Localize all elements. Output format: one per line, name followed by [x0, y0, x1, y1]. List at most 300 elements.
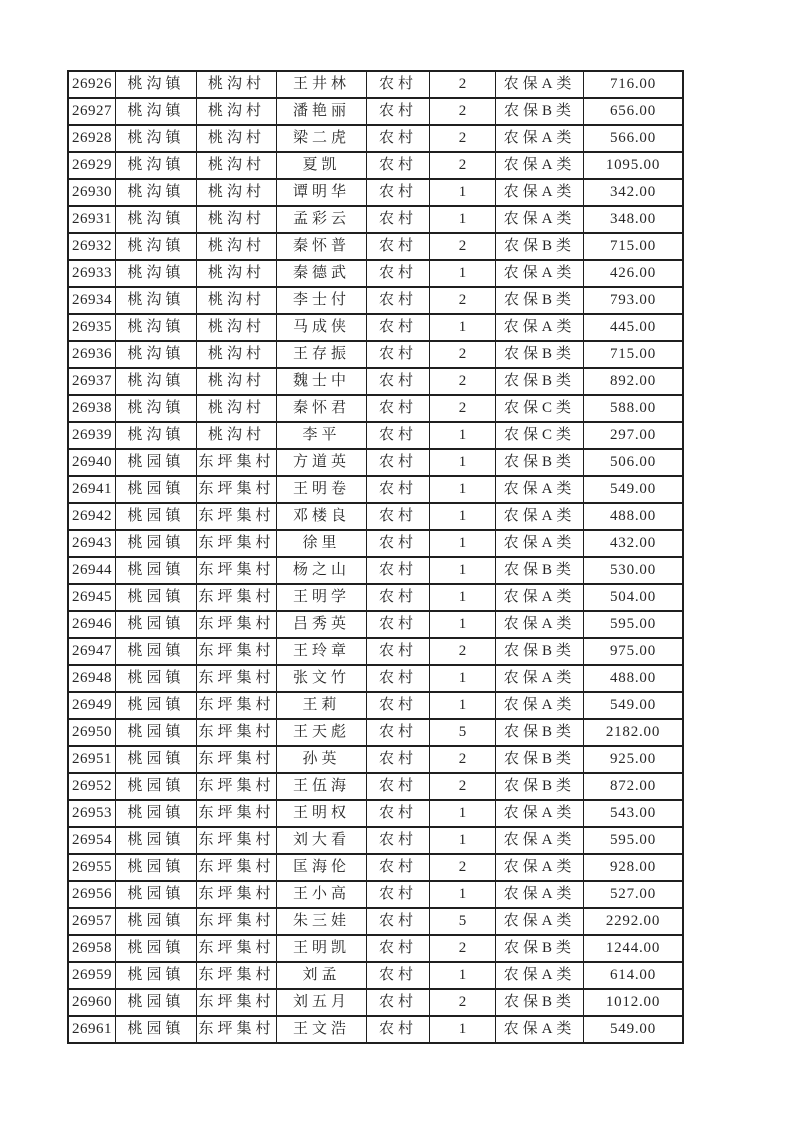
- cell-id: 26928: [69, 126, 116, 153]
- cell-category: 农保C类: [496, 396, 584, 423]
- cell-category: 农保C类: [496, 423, 584, 450]
- cell-residence: 农村: [367, 450, 430, 477]
- cell-amount: 715.00: [584, 342, 684, 369]
- cell-residence: 农村: [367, 531, 430, 558]
- cell-name: 王明学: [277, 585, 367, 612]
- cell-village: 东坪集村: [197, 558, 277, 585]
- cell-name: 魏士中: [277, 369, 367, 396]
- cell-name: 王井林: [277, 72, 367, 99]
- cell-residence: 农村: [367, 180, 430, 207]
- cell-name: 徐里: [277, 531, 367, 558]
- cell-category: 农保B类: [496, 288, 584, 315]
- cell-name: 张文竹: [277, 666, 367, 693]
- cell-name: 梁二虎: [277, 126, 367, 153]
- table-row: [69, 126, 684, 153]
- cell-id: 26948: [69, 666, 116, 693]
- cell-residence: 农村: [367, 234, 430, 261]
- cell-count: 2: [430, 72, 496, 99]
- cell-id: 26961: [69, 1017, 116, 1044]
- cell-category: 农保A类: [496, 612, 584, 639]
- cell-village: 桃沟村: [197, 288, 277, 315]
- cell-count: 2: [430, 936, 496, 963]
- cell-amount: 342.00: [584, 180, 684, 207]
- cell-category: 农保B类: [496, 234, 584, 261]
- cell-residence: 农村: [367, 774, 430, 801]
- cell-count: 1: [430, 315, 496, 342]
- cell-name: 朱三娃: [277, 909, 367, 936]
- cell-name: 匡海伦: [277, 855, 367, 882]
- cell-village: 东坪集村: [197, 477, 277, 504]
- cell-id: 26953: [69, 801, 116, 828]
- cell-village: 桃沟村: [197, 99, 277, 126]
- cell-category: 农保B类: [496, 99, 584, 126]
- cell-village: 桃沟村: [197, 342, 277, 369]
- cell-count: 2: [430, 990, 496, 1017]
- cell-name: 秦怀君: [277, 396, 367, 423]
- cell-town: 桃园镇: [116, 585, 197, 612]
- cell-residence: 农村: [367, 855, 430, 882]
- cell-id: 26950: [69, 720, 116, 747]
- cell-name: 杨之山: [277, 558, 367, 585]
- cell-town: 桃园镇: [116, 504, 197, 531]
- cell-name: 刘孟: [277, 963, 367, 990]
- cell-town: 桃园镇: [116, 450, 197, 477]
- table-row: [69, 531, 684, 558]
- cell-count: 1: [430, 612, 496, 639]
- cell-town: 桃园镇: [116, 936, 197, 963]
- cell-category: 农保A类: [496, 693, 584, 720]
- cell-name: 王明卷: [277, 477, 367, 504]
- cell-id: 26954: [69, 828, 116, 855]
- cell-count: 1: [430, 207, 496, 234]
- cell-id: 26955: [69, 855, 116, 882]
- cell-town: 桃沟镇: [116, 342, 197, 369]
- cell-amount: 426.00: [584, 261, 684, 288]
- table-row: [69, 774, 684, 801]
- cell-residence: 农村: [367, 963, 430, 990]
- cell-count: 1: [430, 423, 496, 450]
- cell-town: 桃沟镇: [116, 153, 197, 180]
- table-row: [69, 801, 684, 828]
- table-row: [69, 909, 684, 936]
- cell-count: 1: [430, 531, 496, 558]
- cell-name: 孙英: [277, 747, 367, 774]
- cell-id: 26937: [69, 369, 116, 396]
- table-row: [69, 666, 684, 693]
- cell-count: 1: [430, 963, 496, 990]
- cell-amount: 297.00: [584, 423, 684, 450]
- cell-category: 农保A类: [496, 963, 584, 990]
- cell-village: 东坪集村: [197, 828, 277, 855]
- cell-name: 李士付: [277, 288, 367, 315]
- cell-town: 桃沟镇: [116, 234, 197, 261]
- cell-id: 26936: [69, 342, 116, 369]
- cell-town: 桃沟镇: [116, 369, 197, 396]
- cell-village: 桃沟村: [197, 153, 277, 180]
- cell-name: 王存振: [277, 342, 367, 369]
- cell-residence: 农村: [367, 693, 430, 720]
- cell-village: 桃沟村: [197, 315, 277, 342]
- table-row: [69, 450, 684, 477]
- cell-town: 桃园镇: [116, 1017, 197, 1044]
- table-row: [69, 612, 684, 639]
- cell-amount: 2292.00: [584, 909, 684, 936]
- cell-amount: 872.00: [584, 774, 684, 801]
- cell-id: 26942: [69, 504, 116, 531]
- cell-category: 农保B类: [496, 369, 584, 396]
- table-row: [69, 234, 684, 261]
- cell-amount: 530.00: [584, 558, 684, 585]
- cell-residence: 农村: [367, 423, 430, 450]
- cell-name: 刘五月: [277, 990, 367, 1017]
- cell-category: 农保A类: [496, 666, 584, 693]
- cell-category: 农保A类: [496, 207, 584, 234]
- cell-id: 26926: [69, 72, 116, 99]
- cell-town: 桃园镇: [116, 477, 197, 504]
- cell-category: 农保A类: [496, 828, 584, 855]
- cell-category: 农保A类: [496, 315, 584, 342]
- cell-count: 2: [430, 342, 496, 369]
- cell-category: 农保A类: [496, 180, 584, 207]
- cell-town: 桃园镇: [116, 963, 197, 990]
- cell-name: 马成侠: [277, 315, 367, 342]
- cell-category: 农保A类: [496, 801, 584, 828]
- cell-category: 农保A类: [496, 909, 584, 936]
- cell-name: 王玲章: [277, 639, 367, 666]
- cell-id: 26944: [69, 558, 116, 585]
- cell-residence: 农村: [367, 882, 430, 909]
- cell-id: 26945: [69, 585, 116, 612]
- cell-residence: 农村: [367, 504, 430, 531]
- table-row: [69, 207, 684, 234]
- cell-town: 桃园镇: [116, 747, 197, 774]
- cell-id: 26934: [69, 288, 116, 315]
- cell-count: 1: [430, 261, 496, 288]
- cell-amount: 656.00: [584, 99, 684, 126]
- table-row: [69, 315, 684, 342]
- cell-count: 1: [430, 180, 496, 207]
- table-row: [69, 342, 684, 369]
- table-row: [69, 153, 684, 180]
- cell-residence: 农村: [367, 369, 430, 396]
- cell-village: 东坪集村: [197, 882, 277, 909]
- cell-village: 东坪集村: [197, 720, 277, 747]
- table-row: [69, 936, 684, 963]
- cell-amount: 549.00: [584, 477, 684, 504]
- cell-category: 农保B类: [496, 558, 584, 585]
- cell-village: 东坪集村: [197, 936, 277, 963]
- cell-residence: 农村: [367, 828, 430, 855]
- cell-count: 1: [430, 558, 496, 585]
- cell-village: 东坪集村: [197, 774, 277, 801]
- cell-category: 农保A类: [496, 477, 584, 504]
- cell-id: 26938: [69, 396, 116, 423]
- cell-village: 桃沟村: [197, 72, 277, 99]
- cell-amount: 925.00: [584, 747, 684, 774]
- cell-residence: 农村: [367, 153, 430, 180]
- cell-amount: 595.00: [584, 612, 684, 639]
- table-row: [69, 99, 684, 126]
- cell-residence: 农村: [367, 99, 430, 126]
- cell-village: 桃沟村: [197, 423, 277, 450]
- cell-id: 26930: [69, 180, 116, 207]
- cell-amount: 348.00: [584, 207, 684, 234]
- cell-name: 王文浩: [277, 1017, 367, 1044]
- cell-amount: 716.00: [584, 72, 684, 99]
- cell-name: 邓楼良: [277, 504, 367, 531]
- table-row: [69, 585, 684, 612]
- cell-id: 26943: [69, 531, 116, 558]
- cell-residence: 农村: [367, 477, 430, 504]
- cell-category: 农保B类: [496, 720, 584, 747]
- cell-village: 桃沟村: [197, 180, 277, 207]
- cell-village: 东坪集村: [197, 693, 277, 720]
- cell-id: 26939: [69, 423, 116, 450]
- cell-id: 26931: [69, 207, 116, 234]
- cell-count: 1: [430, 585, 496, 612]
- cell-town: 桃沟镇: [116, 126, 197, 153]
- cell-residence: 农村: [367, 315, 430, 342]
- cell-count: 2: [430, 855, 496, 882]
- cell-amount: 793.00: [584, 288, 684, 315]
- cell-id: 26932: [69, 234, 116, 261]
- cell-residence: 农村: [367, 720, 430, 747]
- cell-amount: 975.00: [584, 639, 684, 666]
- table-row: [69, 1017, 684, 1044]
- cell-amount: 892.00: [584, 369, 684, 396]
- cell-town: 桃园镇: [116, 720, 197, 747]
- cell-name: 方道英: [277, 450, 367, 477]
- cell-count: 2: [430, 639, 496, 666]
- cell-count: 1: [430, 882, 496, 909]
- table-row: [69, 990, 684, 1017]
- cell-village: 东坪集村: [197, 990, 277, 1017]
- cell-town: 桃园镇: [116, 558, 197, 585]
- cell-amount: 1244.00: [584, 936, 684, 963]
- cell-village: 东坪集村: [197, 612, 277, 639]
- cell-count: 1: [430, 666, 496, 693]
- cell-count: 1: [430, 828, 496, 855]
- cell-amount: 549.00: [584, 693, 684, 720]
- cell-village: 东坪集村: [197, 909, 277, 936]
- cell-id: 26958: [69, 936, 116, 963]
- cell-town: 桃园镇: [116, 639, 197, 666]
- cell-category: 农保A类: [496, 855, 584, 882]
- cell-name: 吕秀英: [277, 612, 367, 639]
- cell-category: 农保B类: [496, 450, 584, 477]
- cell-town: 桃园镇: [116, 774, 197, 801]
- cell-amount: 445.00: [584, 315, 684, 342]
- table-row: [69, 288, 684, 315]
- cell-category: 农保B类: [496, 774, 584, 801]
- cell-village: 东坪集村: [197, 531, 277, 558]
- cell-residence: 农村: [367, 666, 430, 693]
- cell-id: 26940: [69, 450, 116, 477]
- table-row: [69, 396, 684, 423]
- cell-town: 桃沟镇: [116, 315, 197, 342]
- cell-village: 东坪集村: [197, 1017, 277, 1044]
- cell-id: 26927: [69, 99, 116, 126]
- cell-amount: 527.00: [584, 882, 684, 909]
- cell-category: 农保A类: [496, 882, 584, 909]
- cell-count: 2: [430, 126, 496, 153]
- cell-village: 桃沟村: [197, 126, 277, 153]
- cell-town: 桃沟镇: [116, 423, 197, 450]
- cell-village: 东坪集村: [197, 585, 277, 612]
- cell-id: 26956: [69, 882, 116, 909]
- cell-category: 农保A类: [496, 261, 584, 288]
- cell-village: 桃沟村: [197, 234, 277, 261]
- cell-town: 桃园镇: [116, 693, 197, 720]
- cell-village: 桃沟村: [197, 261, 277, 288]
- cell-id: 26952: [69, 774, 116, 801]
- cell-residence: 农村: [367, 72, 430, 99]
- cell-id: 26933: [69, 261, 116, 288]
- cell-category: 农保A类: [496, 72, 584, 99]
- cell-id: 26949: [69, 693, 116, 720]
- cell-count: 2: [430, 747, 496, 774]
- cell-residence: 农村: [367, 612, 430, 639]
- cell-name: 谭明华: [277, 180, 367, 207]
- cell-amount: 506.00: [584, 450, 684, 477]
- cell-category: 农保A类: [496, 531, 584, 558]
- cell-residence: 农村: [367, 747, 430, 774]
- cell-town: 桃园镇: [116, 666, 197, 693]
- cell-id: 26929: [69, 153, 116, 180]
- cell-category: 农保B类: [496, 639, 584, 666]
- cell-amount: 488.00: [584, 504, 684, 531]
- cell-count: 2: [430, 288, 496, 315]
- table-row: [69, 504, 684, 531]
- cell-amount: 928.00: [584, 855, 684, 882]
- cell-id: 26957: [69, 909, 116, 936]
- cell-name: 李平: [277, 423, 367, 450]
- cell-village: 桃沟村: [197, 207, 277, 234]
- table-row: [69, 747, 684, 774]
- cell-town: 桃沟镇: [116, 288, 197, 315]
- cell-id: 26960: [69, 990, 116, 1017]
- cell-residence: 农村: [367, 1017, 430, 1044]
- table-row: [69, 693, 684, 720]
- cell-village: 东坪集村: [197, 639, 277, 666]
- cell-town: 桃园镇: [116, 531, 197, 558]
- cell-residence: 农村: [367, 936, 430, 963]
- cell-amount: 588.00: [584, 396, 684, 423]
- table-row: [69, 558, 684, 585]
- cell-residence: 农村: [367, 990, 430, 1017]
- cell-category: 农保B类: [496, 747, 584, 774]
- cell-town: 桃园镇: [116, 801, 197, 828]
- table-row: [69, 639, 684, 666]
- cell-count: 2: [430, 99, 496, 126]
- cell-name: 王明凯: [277, 936, 367, 963]
- cell-residence: 农村: [367, 261, 430, 288]
- table-row: [69, 963, 684, 990]
- cell-town: 桃园镇: [116, 909, 197, 936]
- cell-amount: 715.00: [584, 234, 684, 261]
- cell-village: 桃沟村: [197, 369, 277, 396]
- cell-name: 秦德武: [277, 261, 367, 288]
- cell-town: 桃园镇: [116, 990, 197, 1017]
- cell-residence: 农村: [367, 585, 430, 612]
- cell-category: 农保B类: [496, 990, 584, 1017]
- cell-amount: 543.00: [584, 801, 684, 828]
- cell-category: 农保B类: [496, 936, 584, 963]
- table-row: [69, 855, 684, 882]
- cell-name: 王天彪: [277, 720, 367, 747]
- cell-amount: 549.00: [584, 1017, 684, 1044]
- cell-village: 东坪集村: [197, 801, 277, 828]
- cell-name: 潘艳丽: [277, 99, 367, 126]
- table-row: [69, 180, 684, 207]
- cell-amount: 488.00: [584, 666, 684, 693]
- cell-amount: 432.00: [584, 531, 684, 558]
- cell-town: 桃沟镇: [116, 99, 197, 126]
- cell-town: 桃沟镇: [116, 261, 197, 288]
- cell-residence: 农村: [367, 207, 430, 234]
- cell-residence: 农村: [367, 396, 430, 423]
- cell-count: 1: [430, 801, 496, 828]
- cell-name: 王小高: [277, 882, 367, 909]
- cell-amount: 595.00: [584, 828, 684, 855]
- table-row: [69, 423, 684, 450]
- cell-count: 2: [430, 396, 496, 423]
- cell-category: 农保A类: [496, 1017, 584, 1044]
- cell-count: 1: [430, 450, 496, 477]
- cell-name: 夏凯: [277, 153, 367, 180]
- cell-count: 1: [430, 504, 496, 531]
- cell-residence: 农村: [367, 801, 430, 828]
- cell-amount: 2182.00: [584, 720, 684, 747]
- cell-count: 2: [430, 234, 496, 261]
- cell-amount: 566.00: [584, 126, 684, 153]
- cell-id: 26951: [69, 747, 116, 774]
- cell-residence: 农村: [367, 639, 430, 666]
- cell-village: 东坪集村: [197, 855, 277, 882]
- cell-town: 桃沟镇: [116, 207, 197, 234]
- cell-town: 桃沟镇: [116, 396, 197, 423]
- cell-residence: 农村: [367, 909, 430, 936]
- cell-id: 26959: [69, 963, 116, 990]
- cell-count: 5: [430, 720, 496, 747]
- table-row: [69, 882, 684, 909]
- cell-category: 农保A类: [496, 585, 584, 612]
- cell-name: 王明权: [277, 801, 367, 828]
- cell-id: 26941: [69, 477, 116, 504]
- cell-name: 王莉: [277, 693, 367, 720]
- cell-count: 1: [430, 1017, 496, 1044]
- cell-count: 5: [430, 909, 496, 936]
- cell-count: 1: [430, 477, 496, 504]
- cell-village: 东坪集村: [197, 963, 277, 990]
- cell-amount: 1012.00: [584, 990, 684, 1017]
- cell-village: 东坪集村: [197, 747, 277, 774]
- cell-town: 桃园镇: [116, 612, 197, 639]
- cell-town: 桃园镇: [116, 882, 197, 909]
- table-row: [69, 477, 684, 504]
- cell-id: 26946: [69, 612, 116, 639]
- cell-count: 2: [430, 774, 496, 801]
- cell-id: 26947: [69, 639, 116, 666]
- table-row: [69, 72, 684, 99]
- cell-name: 王伍海: [277, 774, 367, 801]
- cell-amount: 504.00: [584, 585, 684, 612]
- cell-id: 26935: [69, 315, 116, 342]
- cell-name: 刘大看: [277, 828, 367, 855]
- cell-village: 桃沟村: [197, 396, 277, 423]
- cell-category: 农保A类: [496, 153, 584, 180]
- cell-village: 东坪集村: [197, 666, 277, 693]
